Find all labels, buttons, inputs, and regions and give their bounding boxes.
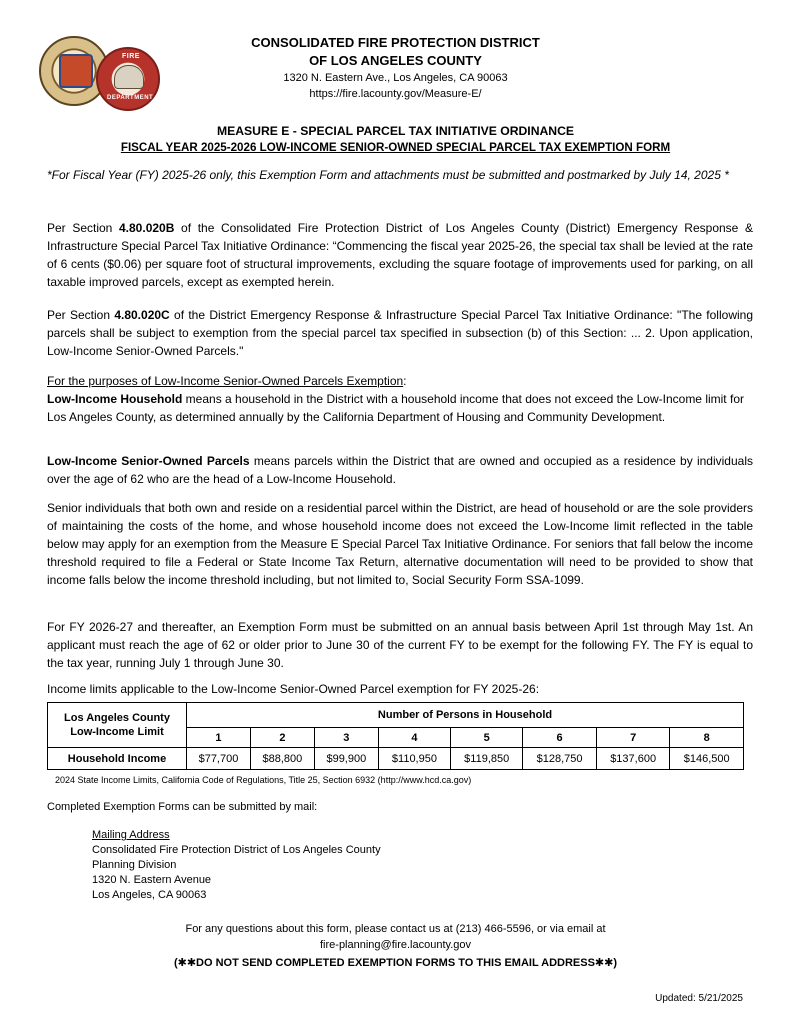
income-cell: $146,500 <box>670 748 744 770</box>
persons-group-header: Number of Persons in Household <box>187 703 744 728</box>
email-submission-warning: (✱✱DO NOT SEND COMPLETED EXEMPTION FORMS TO THIS EMAIL ADDRESS✱✱) <box>173 957 618 969</box>
low-income-household-definition <box>47 390 753 426</box>
income-limits-source-note: 2024 State Income Limits, California Code of Regulations, Title 25, Section 6932 (http://www.hcd.ca.gov) <box>55 775 472 785</box>
para2-prefix: Per Section <box>47 308 115 322</box>
deadline-notice: *For Fiscal Year (FY) 2025-26 only, this Exemption Form and attachments must be submitted and postmarked by July 14, 2025 * <box>47 168 729 182</box>
mail-submission-intro: Completed Exemption Forms can be submitted by mail: <box>47 801 318 813</box>
section-4-80-020b-paragraph <box>47 219 753 291</box>
updated-date: Updated: 5/21/2025 <box>655 993 743 1004</box>
senior-eligibility-paragraph: Senior individuals that both own and reside on a residential parcel within the District, are head of household or are the sole providers of maintaining the costs of the home, and whose household income does not exceed the Low-Income limit reflected in the table below may apply for an exemption from the Measure E Special Parcel Tax Initiative Ordinance. For seniors that fall below the income threshold required to file a Federal or State Income Tax Return, alternative documentation will need to be provided to show that income falls below the income threshold including, but not limited to, Social Security Form SSA-1099. <box>47 501 753 587</box>
senior-owned-parcels-text: means parcels within the District that are owned and occupied as a residence by individuals over the age of 62 who are the head of a Low-Income Household. <box>47 454 753 486</box>
persons-header-cell: 6 <box>523 728 597 748</box>
mailing-address-line1: Consolidated Fire Protection District of Los Angeles County <box>92 844 381 856</box>
mailing-address-heading: Mailing Address <box>92 829 170 841</box>
income-cell: $128,750 <box>523 748 597 770</box>
persons-header-cell: 3 <box>314 728 378 748</box>
persons-header-cell: 5 <box>451 728 523 748</box>
income-cell: $99,900 <box>314 748 378 770</box>
section-4-80-020c-paragraph <box>47 306 753 360</box>
form-title: MEASURE E - SPECIAL PARCEL TAX INITIATIVE ORDINANCE <box>216 124 575 138</box>
household-income-row <box>48 748 744 770</box>
persons-header-cell: 4 <box>378 728 450 748</box>
senior-owned-parcels-definition <box>47 452 753 488</box>
mailing-address-line3: 1320 N. Eastern Avenue <box>92 874 212 886</box>
mailing-address-line2: Planning Division <box>92 859 177 871</box>
mailing-address-block <box>92 828 381 903</box>
table-corner-line2: Low-Income Limit <box>70 726 164 738</box>
definitions-heading-colon: : <box>403 374 407 388</box>
org-website-link[interactable]: https://fire.lacounty.gov/Measure-E/ <box>309 88 482 100</box>
income-cell: $77,700 <box>187 748 251 770</box>
section-number-4-80-020c: 4.80.020C <box>114 308 170 322</box>
table-corner-label <box>48 703 187 748</box>
low-income-household-term: Low-Income Household <box>47 392 183 406</box>
fire-seal-bottom-text: DEPARTMENT <box>107 95 154 101</box>
definitions-block <box>47 372 753 426</box>
para1-prefix: Per Section <box>47 221 119 235</box>
income-limits-table <box>47 702 744 770</box>
income-cell: $110,950 <box>378 748 450 770</box>
definitions-heading-line <box>47 372 753 390</box>
income-limits-intro: Income limits applicable to the Low-Income Senior-Owned Parcel exemption for FY 2025-26: <box>47 682 540 696</box>
persons-header-cell: 2 <box>250 728 314 748</box>
definitions-heading: For the purposes of Low-Income Senior-Owned Parcels Exemption <box>47 374 404 388</box>
mailing-address-line4: Los Angeles, CA 90063 <box>92 889 207 901</box>
form-subtitle: FISCAL YEAR 2025-2026 LOW-INCOME SENIOR-OWNED SPECIAL PARCEL TAX EXEMPTION FORM <box>120 141 671 154</box>
income-cell: $88,800 <box>250 748 314 770</box>
org-address: 1320 N. Eastern Ave., Los Angeles, CA 90063 <box>283 72 508 84</box>
para2-text: of the District Emergency Response & Infrastructure Special Parcel Tax Initiative Ordinance: "The following parcels shall be subject to exemption from the special parcel tax specified in subsection (b) of this Section: ... 2. Upon application, Low-Income Senior-Owned Parcels." <box>47 308 753 358</box>
persons-header-cell: 8 <box>670 728 744 748</box>
fire-seal-top-text: FIRE <box>122 53 140 60</box>
table-corner-line1: Los Angeles County <box>64 712 170 724</box>
household-income-label: Household Income <box>48 748 187 770</box>
senior-owned-parcels-term: Low-Income Senior-Owned Parcels <box>47 454 250 468</box>
low-income-household-text: means a household in the District with a household income that does not exceed the Low-Income limit for Los Angeles County, as determined annually by the California Department of Housing and Community Development. <box>47 392 744 424</box>
section-number-4-80-020b: 4.80.020B <box>119 221 175 235</box>
contact-info-line1: For any questions about this form, please contact us at (213) 466-5596, or via email at <box>185 923 606 935</box>
annual-submission-paragraph: For FY 2026-27 and thereafter, an Exemption Form must be submitted on an annual basis between April 1st through May 1st. An applicant must reach the age of 62 or older prior to June 30 of the current FY to be exempt for the following FY. The FY is equal to the tax year, running July 1 through June 30. <box>47 620 753 670</box>
para1-text: of the Consolidated Fire Protection District of Los Angeles County (District) Emergency Response & Infrastructure Special Parcel Tax Initiative Ordinance: “Commencing the fiscal year 2025-26, the special tax shall be levied at the rate of 6 cents ($0.06) per square foot of structural improvements, excluding the square footage of improvements used for parking, on all taxable improved parcels, except as exempted herein. <box>47 221 753 289</box>
income-cell: $119,850 <box>451 748 523 770</box>
persons-header-cell: 7 <box>596 728 670 748</box>
org-name-line1: CONSOLIDATED FIRE PROTECTION DISTRICT <box>251 35 540 50</box>
org-name-line2: OF LOS ANGELES COUNTY <box>309 53 482 68</box>
persons-header-cell: 1 <box>187 728 251 748</box>
income-cell: $137,600 <box>596 748 670 770</box>
contact-email-link[interactable]: fire-planning@fire.lacounty.gov <box>320 939 471 951</box>
